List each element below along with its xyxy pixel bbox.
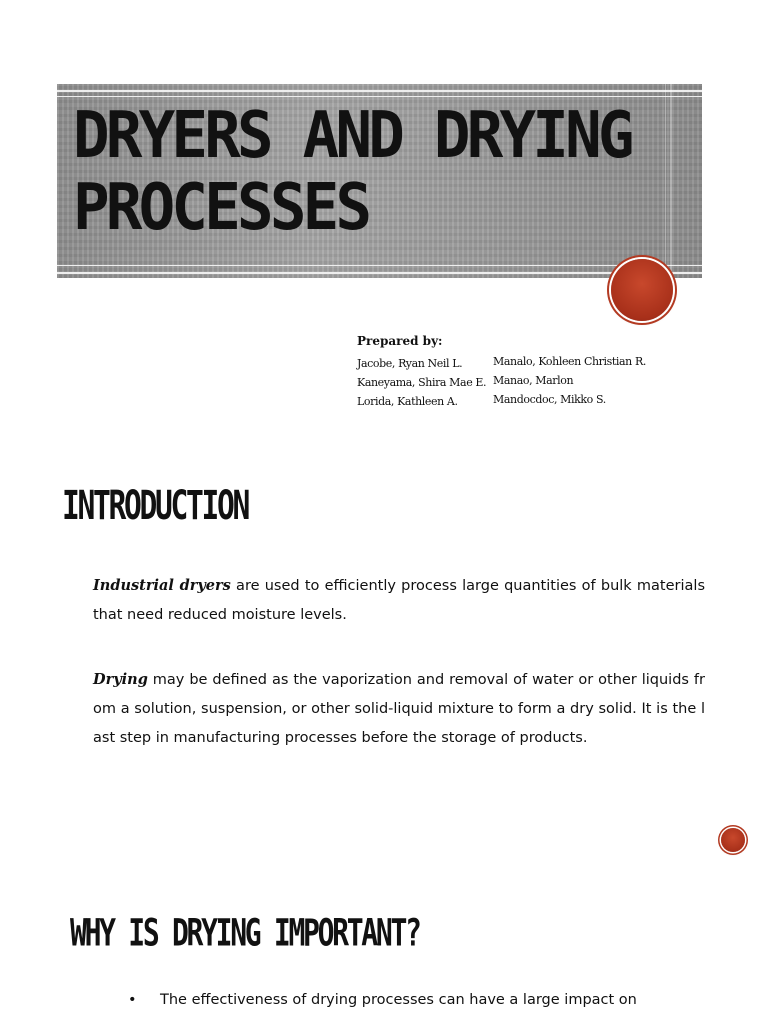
author-name: Kaneyama, Shira Mae E.: [357, 376, 487, 389]
red-circle-ornament-small: [721, 828, 745, 852]
author-name: Manao, Marlon: [493, 374, 574, 387]
term-drying: Drying: [93, 671, 148, 688]
author-column-right: [493, 352, 646, 409]
paragraph-text: may be defined as the vaporization and removal of water or other liquids from a solution, suspension, or other solid-liquid mixture to form a dry solid. It is the last step in manufacturing processes before the storage of products.: [93, 672, 705, 746]
term-industrial-dryers: Industrial dryers: [93, 577, 231, 594]
introduction-paragraph-2: [93, 665, 705, 753]
why-important-bullet-list: [128, 986, 728, 1014]
list-item: • The effectiveness of drying processes can have a large impact on: [128, 986, 728, 1014]
title-banner: [57, 84, 702, 278]
author-name: Lorida, Kathleen A.: [357, 395, 458, 408]
paragraph-text: are used to efficiently process large quantities of bulk materials that need reduced moisture levels.: [93, 578, 706, 623]
why-drying-important-heading: WHY IS DRYING IMPORTANT?: [70, 912, 420, 956]
prepared-by-block: [357, 334, 717, 408]
author-name: Mandocdoc, Mikko S.: [493, 393, 606, 406]
red-circle-ornament: [611, 259, 673, 321]
introduction-paragraph-1: [93, 571, 705, 630]
introduction-heading: INTRODUCTION: [62, 482, 249, 529]
banner-stripe: [57, 96, 702, 97]
author-column-left: [357, 354, 486, 411]
prepared-by-heading: Prepared by:: [357, 334, 443, 348]
page-title: DRYERS AND DRYING PROCESSES: [73, 99, 631, 245]
banner-stripe: [57, 272, 702, 274]
banner-stripe: [57, 90, 702, 92]
banner-stripe: [57, 265, 702, 266]
author-name: Jacobe, Ryan Neil L.: [357, 357, 463, 370]
author-name: Manalo, Kohleen Christian R.: [493, 355, 646, 368]
